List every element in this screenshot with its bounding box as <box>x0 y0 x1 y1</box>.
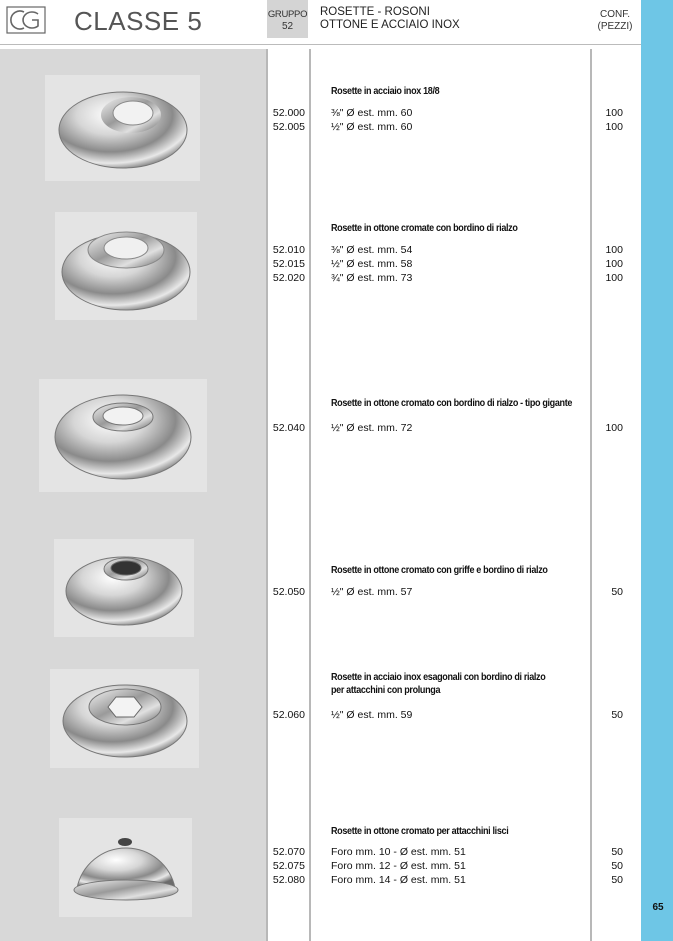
class-title: CLASSE 5 <box>74 6 203 36</box>
product-title-line: Rosette in acciaio inox 18/8 <box>331 85 440 97</box>
product-row <box>0 106 641 120</box>
product-quantity: 50 <box>611 709 623 721</box>
section-title-line1: ROSETTE - ROSONI <box>320 6 430 18</box>
product-row <box>0 845 641 859</box>
product-code: 52.040 <box>272 422 305 434</box>
page-number: 65 <box>652 902 664 913</box>
product-description: ½" Ø est. mm. 59 <box>331 709 413 721</box>
product-description: ½" Ø est. mm. 57 <box>331 586 413 598</box>
product-row <box>0 243 641 257</box>
product-title-line: Rosette in ottone cromate con bordino di rialzo <box>331 222 518 234</box>
product-row <box>0 859 641 873</box>
product-quantity: 100 <box>605 422 623 434</box>
packaging-header <box>592 9 638 33</box>
product-row <box>0 120 641 134</box>
group-box <box>267 0 308 38</box>
product-row <box>0 257 641 271</box>
product-row <box>0 873 641 887</box>
rosette-giant-icon <box>39 379 207 492</box>
product-quantity: 100 <box>605 121 623 133</box>
column-divider-left <box>266 49 268 941</box>
product-title-line: Rosette in ottone cromato con griffe e bordino di rialzo <box>331 564 548 576</box>
product-row <box>0 271 641 285</box>
product-title <box>331 222 589 235</box>
image-column <box>0 49 267 941</box>
product-quantity: 50 <box>611 874 623 886</box>
product-title-line: per attacchini con prolunga <box>331 683 441 696</box>
section-title-line2: OTTONE E ACCIAIO INOX <box>320 19 460 31</box>
product-code: 52.050 <box>272 586 305 598</box>
product-description: ¾" Ø est. mm. 73 <box>331 272 413 284</box>
column-divider-qty <box>590 49 592 941</box>
product-code: 52.015 <box>272 258 305 270</box>
product-code: 52.080 <box>272 874 305 886</box>
product-description: ⅜" Ø est. mm. 60 <box>331 107 413 119</box>
product-description: Foro mm. 12 - Ø est. mm. 51 <box>331 860 466 872</box>
product-description: ½" Ø est. mm. 58 <box>331 258 413 270</box>
product-description: Foro mm. 10 - Ø est. mm. 51 <box>331 846 466 858</box>
product-quantity: 100 <box>605 272 623 284</box>
product-quantity: 100 <box>605 258 623 270</box>
product-quantity: 50 <box>611 586 623 598</box>
header-divider <box>0 44 641 45</box>
brand-logo-icon <box>6 6 46 34</box>
product-title <box>331 564 589 577</box>
product-code: 52.005 <box>272 121 305 133</box>
product-code: 52.075 <box>272 860 305 872</box>
product-code: 52.060 <box>272 709 305 721</box>
product-code: 52.020 <box>272 272 305 284</box>
product-title <box>331 825 589 838</box>
product-row <box>0 708 641 722</box>
product-quantity: 50 <box>611 860 623 872</box>
product-title <box>331 397 589 410</box>
product-quantity: 100 <box>605 107 623 119</box>
product-title-line: Rosette in ottone cromato con bordino di rialzo - tipo gigante <box>331 397 573 409</box>
product-title <box>331 85 589 98</box>
product-description: Foro mm. 14 - Ø est. mm. 51 <box>331 874 466 886</box>
product-code: 52.000 <box>272 107 305 119</box>
product-row <box>0 585 641 599</box>
section-side-bar <box>641 0 673 941</box>
product-description: ⅜" Ø est. mm. 54 <box>331 244 413 256</box>
product-code: 52.070 <box>272 846 305 858</box>
product-title <box>331 671 589 696</box>
column-divider-codes <box>309 49 311 941</box>
group-number: 52 <box>281 21 294 32</box>
product-row <box>0 421 641 435</box>
product-title-line: Rosette in ottone cromato per attacchini lisci <box>331 825 509 837</box>
product-description: ½" Ø est. mm. 60 <box>331 121 413 133</box>
packaging-header-line2: (PEZZI) <box>597 21 633 32</box>
product-quantity: 100 <box>605 244 623 256</box>
product-code: 52.010 <box>272 244 305 256</box>
group-label: GRUPPO <box>267 9 308 20</box>
product-title-line: Rosette in acciaio inox esagonali con bordino di rialzo <box>331 671 546 683</box>
product-description: ½" Ø est. mm. 72 <box>331 422 413 434</box>
packaging-header-line1: CONF. <box>600 9 630 20</box>
product-quantity: 50 <box>611 846 623 858</box>
section-title <box>320 6 460 32</box>
